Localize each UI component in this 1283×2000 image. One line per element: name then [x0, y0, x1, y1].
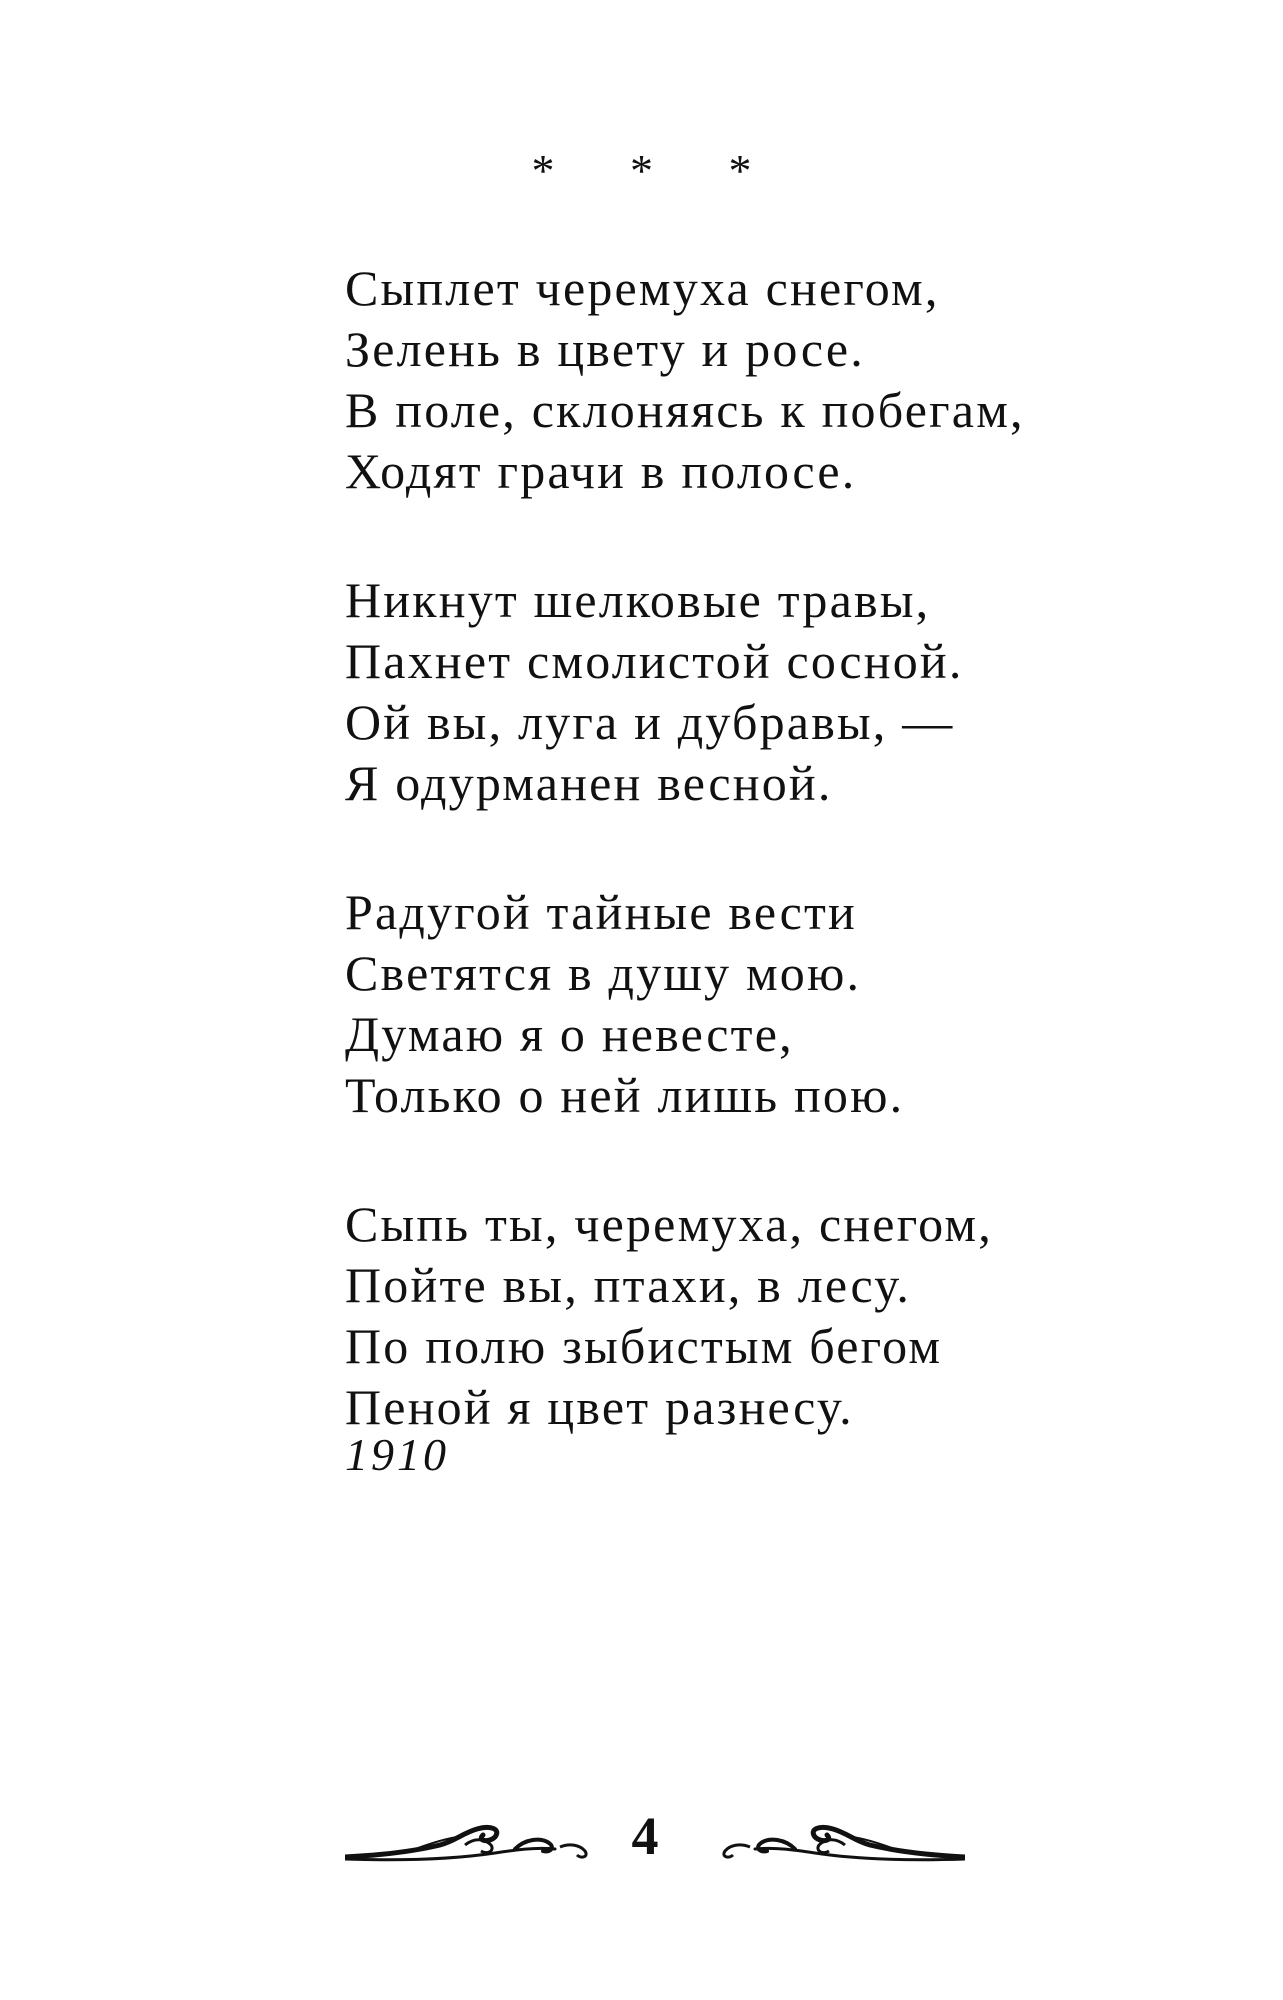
- stanza: [345, 570, 1225, 814]
- poem-date: 1910: [345, 1429, 449, 1480]
- page-number: 4: [631, 1806, 659, 1866]
- poem-line: Сыплет черемуха снегом,: [345, 260, 940, 316]
- poem-line: Никнут шелковые травы,: [345, 572, 931, 628]
- flourish-ornament-icon: [345, 1815, 605, 1875]
- poem-line: По полю зыбистым бегом: [345, 1318, 943, 1374]
- poem-line: Я одурманен весной.: [345, 755, 833, 811]
- stanza: [345, 258, 1225, 502]
- poem: [345, 258, 1225, 1506]
- poem-line: Только о ней лишь пою.: [345, 1067, 905, 1123]
- poem-line: Зелень в цвету и росе.: [345, 321, 865, 377]
- page-footer: [0, 1805, 1283, 1885]
- poem-line: Пойте вы, птахи, в лесу.: [345, 1257, 912, 1313]
- poem-line: Ходят грачи в полосе.: [345, 443, 857, 499]
- stanza: [345, 1194, 1225, 1438]
- poem-line: В поле, склоняясь к побегам,: [345, 382, 1025, 438]
- poem-line: Думаю я о невесте,: [345, 1006, 794, 1062]
- stanza: [345, 882, 1225, 1126]
- poem-line: Ой вы, луга и дубравы, —: [345, 694, 955, 750]
- poem-line: Радугой тайные вести: [345, 884, 857, 940]
- poem-line: Пеной я цвет разнесу.: [345, 1379, 854, 1435]
- poem-line: Сыпь ты, черемуха, снегом,: [345, 1196, 993, 1252]
- section-separator: * * *: [531, 145, 784, 196]
- poem-line: Пахнет смолистой сосной.: [345, 633, 964, 689]
- flourish-ornament-icon: [705, 1815, 965, 1875]
- poem-line: Светятся в душу мою.: [345, 945, 862, 1001]
